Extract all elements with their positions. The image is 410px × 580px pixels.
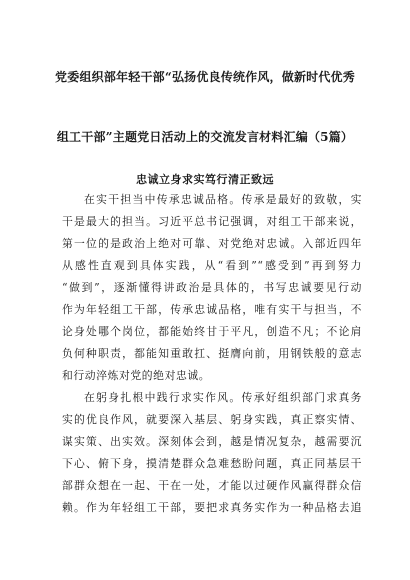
paragraph-1-line: 第一位的是政治上绝对可靠、对党绝对忠诚。入部近四年	[62, 237, 362, 250]
paragraph-1-line: 干是最大的担当。习近平总书记强调，对组工干部来说，	[62, 215, 362, 228]
paragraph-1-line: 在实干担当中传承忠诚品格。传承是最好的致敬，实	[84, 193, 362, 206]
document-title-line-1: 党委组织部年轻干部“弘扬优良传统作风，做新时代优秀	[55, 70, 355, 84]
paragraph-2-line: 下心、俯下身，摸清楚群众急难愁盼问题，真正同基层干	[62, 457, 362, 470]
document-title-line-2: 组工干部”主题党日活动上的交流发言材料汇编（5篇）	[56, 130, 354, 144]
paragraph-2-line: 部群众想在一起、干在一处，才能以过硬作风赢得群众信	[62, 479, 362, 492]
paragraph-1-line: 和行动淬炼对党的绝对忠诚。	[62, 369, 211, 382]
paragraph-2-line: 实的优良作风，就要深入基层、躬身实践，真正察实情、	[62, 413, 362, 426]
paragraph-1-line: “做到”，逐渐懂得讲政治是具体的，书写忠诚要见行动	[62, 281, 362, 294]
paragraph-1-line: 论身处哪个岗位，都能始终甘于平凡，创造不凡；不论肩	[62, 325, 362, 338]
paragraph-2-line: 赖。作为年轻组工干部，要把求真务实作为一种品格去追	[62, 501, 362, 514]
paragraph-1-line: 从感性直观到具体实践，从“看到”“感受到”再到努力	[62, 259, 362, 272]
paragraph-2-line: 谋实策、出实效。深刻体会到，越是情况复杂，越需要沉	[62, 435, 362, 448]
paragraph-2-line: 在躬身扎根中践行求实作风。传承好组织部门求真务	[84, 391, 362, 404]
section-heading: 忠诚立身求实笃行清正致远	[136, 173, 274, 186]
paragraph-1-line: 作为年轻组工干部，传承忠诚品格，唯有实干与担当，不	[62, 303, 362, 316]
paragraph-1-line: 负何种职责，都能知重敢扛、挺膺向前，用钢铁般的意志	[62, 347, 362, 360]
